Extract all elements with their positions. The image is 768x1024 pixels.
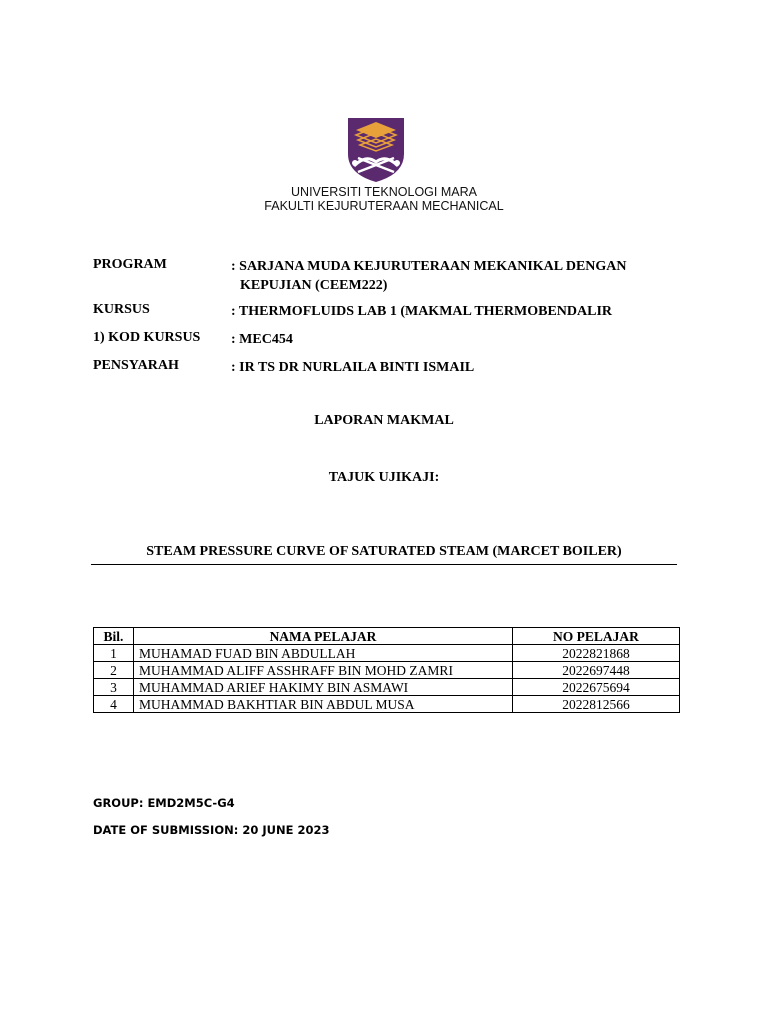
course-code-label: 1) KOD KURSUS xyxy=(93,330,201,345)
header-bil: Bil. xyxy=(94,628,134,645)
student-name: MUHAMMAD BAKHTIAR BIN ABDUL MUSA xyxy=(134,696,513,713)
uitm-crest-icon xyxy=(346,116,406,184)
header-name: NAMA PELAJAR xyxy=(134,628,513,645)
row-number: 2 xyxy=(94,662,134,679)
table-row xyxy=(94,679,680,696)
lecturer-value: : IR TS DR NURLAILA BINTI ISMAIL xyxy=(231,360,475,375)
university-name: UNIVERSITI TEKNOLOGI MARA xyxy=(291,185,477,199)
course-code-value: : MEC454 xyxy=(231,332,293,347)
course-value: : THERMOFLUIDS LAB 1 (MAKMAL THERMOBENDALIR xyxy=(231,304,613,319)
row-number: 4 xyxy=(94,696,134,713)
students-table xyxy=(93,627,680,713)
student-id: 2022675694 xyxy=(513,679,680,696)
title-underline xyxy=(91,564,677,565)
student-id: 2022697448 xyxy=(513,662,680,679)
table-row xyxy=(94,662,680,679)
row-number: 1 xyxy=(94,645,134,662)
program-value-line1: : SARJANA MUDA KEJURUTERAAN MEKANIKAL DENGAN xyxy=(231,259,627,274)
program-label: PROGRAM xyxy=(93,257,167,272)
submission-date: DATE OF SUBMISSION: 20 JUNE 2023 xyxy=(93,823,330,837)
student-name: MUHAMMAD ARIEF HAKIMY BIN ASMAWI xyxy=(134,679,513,696)
table-row xyxy=(94,696,680,713)
table-row xyxy=(94,645,680,662)
header-student-id: NO PELAJAR xyxy=(513,628,680,645)
student-id: 2022821868 xyxy=(513,645,680,662)
program-value-line2: KEPUJIAN (CEEM222) xyxy=(240,278,388,293)
course-label: KURSUS xyxy=(93,302,150,317)
student-id: 2022812566 xyxy=(513,696,680,713)
experiment-title: STEAM PRESSURE CURVE OF SATURATED STEAM (MARCET BOILER) xyxy=(146,544,622,559)
faculty-name: FAKULTI KEJURUTERAAN MECHANICAL xyxy=(264,199,504,213)
row-number: 3 xyxy=(94,679,134,696)
report-type: LAPORAN MAKMAL xyxy=(314,413,454,428)
student-name: MUHAMMAD ALIFF ASSHRAFF BIN MOHD ZAMRI xyxy=(134,662,513,679)
student-name: MUHAMAD FUAD BIN ABDULLAH xyxy=(134,645,513,662)
group-label: GROUP: EMD2M5C-G4 xyxy=(93,796,235,810)
table-header-row xyxy=(94,628,680,645)
lecturer-label: PENSYARAH xyxy=(93,358,179,373)
program-value xyxy=(231,257,691,295)
experiment-title-heading: TAJUK UJIKAJI: xyxy=(328,470,440,485)
